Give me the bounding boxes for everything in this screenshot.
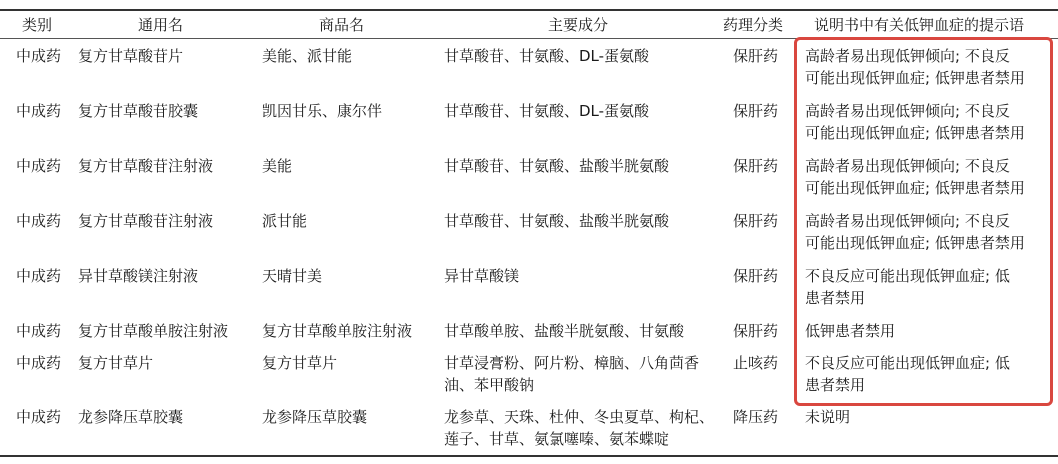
cell-category: 中成药 xyxy=(16,157,62,175)
cell-ingredients-line: 龙参草、天珠、杜仲、冬虫夏草、枸杞、 xyxy=(444,408,715,426)
cell-category: 中成药 xyxy=(16,102,62,120)
cell-ingredients-line: 甘草酸苷、甘氨酸、DL-蛋氨酸 xyxy=(444,102,650,120)
cell-ingredients-line: 甘草浸膏粉、阿片粉、樟脑、八角茴香 xyxy=(444,354,700,372)
cell-category: 中成药 xyxy=(16,322,62,340)
cell-brand-name: 美能、派甘能 xyxy=(262,47,353,65)
cell-category: 中成药 xyxy=(16,267,62,285)
cell-brand-name: 天晴甘美 xyxy=(262,267,323,285)
cell-hypokalemia-note-line: 高龄者易出现低钾倾向; 不良反 xyxy=(805,47,1010,65)
cell-pharm-class: 保肝药 xyxy=(733,157,779,175)
cell-hypokalemia-note xyxy=(805,406,1057,428)
cell-ingredients-line: 甘草酸单胺、盐酸半胱氨酸、甘氨酸 xyxy=(444,322,685,340)
cell-hypokalemia-note-line: 不良反应可能出现低钾血症; 低 xyxy=(805,267,1010,285)
cell-generic-name: 复方甘草酸苷胶囊 xyxy=(78,102,199,120)
cell-ingredients-line: 甘草酸苷、甘氨酸、DL-蛋氨酸 xyxy=(444,47,650,65)
cell-hypokalemia-note-line: 低钾患者禁用 xyxy=(805,322,896,340)
header-category: 类别 xyxy=(22,16,53,34)
cell-brand-name: 复方甘草片 xyxy=(262,354,338,372)
highlight-box xyxy=(794,37,1053,406)
cell-hypokalemia-note-line: 患者禁用 xyxy=(805,289,866,307)
cell-generic-name: 复方甘草酸苷注射液 xyxy=(78,157,214,175)
cell-category: 中成药 xyxy=(16,47,62,65)
cell-ingredients xyxy=(444,210,714,232)
cell-category: 中成药 xyxy=(16,408,62,426)
cell-pharm-class: 保肝药 xyxy=(733,102,779,120)
cell-generic-name: 复方甘草片 xyxy=(78,354,154,372)
cell-hypokalemia-note-line: 高龄者易出现低钾倾向; 不良反 xyxy=(805,212,1010,230)
cell-brand-name: 龙参降压草胶囊 xyxy=(262,408,368,426)
cell-ingredients-line: 莲子、甘草、氨氯噻嗪、氨苯蝶啶 xyxy=(444,430,670,448)
cell-brand-name: 美能 xyxy=(262,157,293,175)
cell-ingredients xyxy=(444,45,714,67)
cell-ingredients xyxy=(444,406,714,450)
cell-pharm-class: 保肝药 xyxy=(733,47,779,65)
cell-hypokalemia-note-line: 可能出现低钾血症; 低钾患者禁用 xyxy=(805,234,1025,252)
header-ingredients: 主要成分 xyxy=(548,16,609,34)
cell-generic-name: 复方甘草酸苷片 xyxy=(78,47,184,65)
header-generic-name: 通用名 xyxy=(138,16,184,34)
cell-category: 中成药 xyxy=(16,354,62,372)
cell-hypokalemia-note-line: 患者禁用 xyxy=(805,376,866,394)
cell-pharm-class: 降压药 xyxy=(733,408,779,426)
cell-ingredients xyxy=(444,265,714,287)
cell-brand-name: 凯因甘乐、康尔伴 xyxy=(262,102,383,120)
cell-hypokalemia-note-line: 可能出现低钾血症; 低钾患者禁用 xyxy=(805,179,1025,197)
cell-category: 中成药 xyxy=(16,212,62,230)
cell-pharm-class: 保肝药 xyxy=(733,267,779,285)
cell-hypokalemia-note-line: 不良反应可能出现低钾血症; 低 xyxy=(805,354,1010,372)
cell-brand-name: 复方甘草酸单胺注射液 xyxy=(262,322,413,340)
header-hypokalemia-note: 说明书中有关低钾血症的提示语 xyxy=(814,16,1025,34)
cell-pharm-class: 保肝药 xyxy=(733,322,779,340)
cell-ingredients xyxy=(444,320,714,342)
cell-ingredients xyxy=(444,352,714,396)
cell-ingredients xyxy=(444,100,714,122)
cell-hypokalemia-note-line: 高龄者易出现低钾倾向; 不良反 xyxy=(805,157,1010,175)
cell-ingredients-line: 异甘草酸镁 xyxy=(444,267,520,285)
cell-generic-name: 龙参降压草胶囊 xyxy=(78,408,184,426)
cell-hypokalemia-note-line: 高龄者易出现低钾倾向; 不良反 xyxy=(805,102,1010,120)
cell-ingredients xyxy=(444,155,714,177)
header-brand-name: 商品名 xyxy=(319,16,365,34)
cell-ingredients-line: 油、苯甲酸钠 xyxy=(444,376,535,394)
cell-pharm-class: 止咳药 xyxy=(733,354,779,372)
cell-hypokalemia-note-line: 可能出现低钾血症; 低钾患者禁用 xyxy=(805,69,1025,87)
header-pharm-class: 药理分类 xyxy=(723,16,784,34)
cell-pharm-class: 保肝药 xyxy=(733,212,779,230)
cell-generic-name: 异甘草酸镁注射液 xyxy=(78,267,199,285)
cell-generic-name: 复方甘草酸单胺注射液 xyxy=(78,322,229,340)
cell-hypokalemia-note-line: 未说明 xyxy=(805,408,851,426)
cell-generic-name: 复方甘草酸苷注射液 xyxy=(78,212,214,230)
cell-brand-name: 派甘能 xyxy=(262,212,308,230)
table-bottom-rule xyxy=(0,455,1058,457)
cell-ingredients-line: 甘草酸苷、甘氨酸、盐酸半胱氨酸 xyxy=(444,212,670,230)
cell-ingredients-line: 甘草酸苷、甘氨酸、盐酸半胱氨酸 xyxy=(444,157,670,175)
table-top-rule xyxy=(0,9,1058,11)
cell-hypokalemia-note-line: 可能出现低钾血症; 低钾患者禁用 xyxy=(805,124,1025,142)
